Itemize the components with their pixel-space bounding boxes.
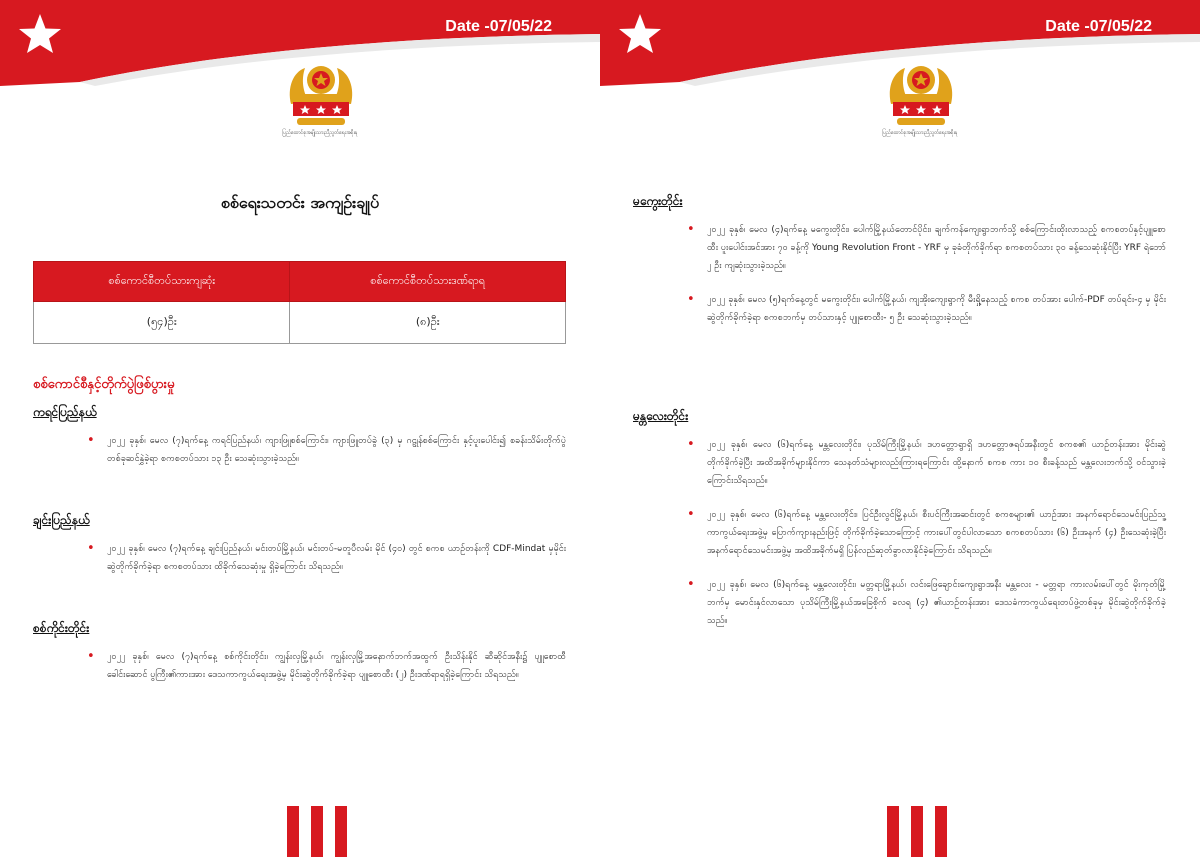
list-item: • ၂၀၂၂ ခုနှစ်၊ မေလ (၆)ရက်နေ့ မန္တလေးတိုင်း၊ ပုသိမ်ကြီးမြို့နယ်၊ ဒဟတ္တောရွာရှိ ဒဟတ္တောဇရပ်အနီးတွင် စကစ၏ ယာဉ်တန်းအား မိုင်းဆွဲတိုက်ခိုက်ခဲ့ပြီး အထိအခိုက်များနိုင်ကာ သေနတ်သံများလည်းကြားရကြောင်း ထို့နောက် စကစ ကား ၁၀ စီးခန့်သည် မန္တလေးဘက်သို့ ဝင်သွားခဲ့ ကြောင်းသိရသည်။ [687,436,1166,490]
region-title: ချင်းပြည်နယ် [33,513,90,527]
list-item: • ၂၀၂၂ ခုနှစ်၊ မေလ (၆)ရက်နေ့ မန္တလေးတိုင်း၊ မတ္တရာမြို့နယ်၊ လင်းဖြေချောင်းကျေးရွာအနီး မန္တလေး - မတ္တရာ ကားလမ်းပေါ်တွင် မိုးကုတ်မြို့ဘက်မှ မောင်းနှင်လာသော ပုသိမ်ကြီးမြို့နယ်အခြေစိုက် ခလရ (၄) ၏ယာဉ်တန်းအား ဒေသခံကာကွယ်ရေးတပ်ဖွဲ့တစ်ခုမှ မိုင်းဆွဲတိုက်ခိုက်ခဲ့သည်။ [687,576,1166,630]
state-emblem-icon [287,58,355,138]
emblem-caption: ပြည်ထောင်စုအမျိုးသားညီညွတ်ရေးအစိုးရ [282,130,358,136]
killed-count: (၅၄)ဦး [34,302,290,344]
region-title: ကရင်ပြည်နယ် [33,405,97,419]
region-chin [33,512,566,576]
list-item: • ၂၀၂၂ ခုနှစ်၊ မေလ (၄)ရက်နေ့ မကွေးတိုင်း၊ ပေါက်မြို့နယ်တောင်ပိုင်း၊ ချက်ကန်ကျေးရွာဘက်သို့ စစ်ကြောင်းထိုးလာသည့် စကစတပ်နှင့်ပျူစောထီး ပူးပေါင်းအင်အား ၇၀ ခန့်ကို Young Revolution Front - YRF မှ ခုခံတိုက်ခိုက်ရာ စကစတပ်သား ၃၀ ခန့်သေဆုံးနိုင်ပြီး YRF ရဲဘော် ၂ ဦး ကျဆုံးသွားခဲ့သည်။ [687,221,1166,275]
date-label: Date -07/05/22 [445,18,552,35]
region-title: မကွေးတိုင်း [633,194,683,208]
region-magway [633,193,1166,327]
emblem-caption: ပြည်ထောင်စုအမျိုးသားညီညွတ်ရေးအစိုးရ [882,130,958,136]
region-title: မန္တလေးတိုင်း [633,409,689,423]
table-header-row [34,262,566,302]
casualty-table [33,261,566,344]
region-title: စစ်ကိုင်းတိုင်း [33,621,90,635]
table-row [34,302,566,344]
header-killed: စစ်ကောင်စီတပ်သားကျဆုံး [34,262,290,302]
date-label: Date -07/05/22 [1045,18,1152,35]
region-mandalay [633,408,1166,630]
list-item: • ၂၀၂၂ ခုနှစ်၊ မေလ (၅)ရက်နေ့တွင် မကွေးတိုင်း၊ ပေါက်မြို့နယ်၊ ကျအိုးကျေးရွာကို မီးရှို့နေသည့် စကစ တပ်အား ပေါက်-PDF တပ်ရင်း-၄ မှ မိုင်းဆွဲတိုက်ခိုက်ခဲ့ရာ စကစဘက်မှ တပ်သားနှင့် ပျူစောထီး- ၅ ဦး သေဆုံးသွားခဲ့သည်။ [687,291,1166,327]
document-title: စစ်ရေးသတင်း အကျဉ်းချုပ် [220,193,380,212]
wounded-count: (၈)ဦး [290,302,566,344]
list-item: • ၂၀၂၂ ခုနှစ်၊ မေလ (၇)ရက်နေ့ ကရင်ပြည်နယ်၊ ကျားဖြူစစ်ကြောင်း၊ ကျားဖြူတပ်ခွဲ (၃) မှ ဂဠုန်စစ်ကြောင်း နှင့်ပူးပေါင်း၍ စခန်းသိမ်းတိုက်ပွဲတစ်ခုဆင်နွှဲခဲ့ရာ စကစတပ်သား ၁၃ ဦး သေဆုံးသွားခဲ့သည်။ [87,432,566,468]
three-bars-icon [887,806,947,857]
region-sagaing [33,620,566,684]
list-item: • ၂၀၂၂ ခုနှစ်၊ မေလ (၇)ရက်နေ့ စစ်ကိုင်းတိုင်း၊ ကျွန်းလှမြို့နယ်၊ ကျွန်းလှမြို့အနောက်ဘက်အထွက် ဦးသိန်းနိုင် ဆီဆိုင်အနီး၌ ပျူစောထီခေါင်းဆောင် ပွကြီး၏ကားအား ဒေသကာကွယ်ရေးအဖွဲ့မှ မိုင်းဆွဲတိုက်ခိုက်ခဲ့ရာ ပျူစောထီး (၂) ဦးဒဏ်ရာရရှိခဲ့ကြောင်း သိရသည်။ [87,648,566,684]
list-item: • ၂၀၂၂ ခုနှစ်၊ မေလ (၇)ရက်နေ့ ချင်းပြည်နယ်၊ မင်းတပ်မြို့နယ်၊ မင်းတပ်-မတူပီလမ်း မိုင် (၄၀) တွင် စကစ ယာဉ်တန်းကို CDF-Mindat မှမိုင်းဆွဲတိုက်ခိုက်ခဲ့ရာ စကစတပ်သား ထိခိုက်သေဆုံးမှု ရှိခဲ့ကြောင်း သိရသည်။ [87,540,566,576]
list-item: • ၂၀၂၂ ခုနှစ်၊ မေလ (၆)ရက်နေ့ မန္တလေးတိုင်း၊ ပြင်ဦးလွင်မြို့နယ်၊ စီးပင်ကြီးအဆင်းတွင် စကစများ၏ ယာဉ်အား အနက်ရောင်သေမင်းပြည်သူ့ကာကွယ်ရေးအဖွဲ့မှ ပြောက်ကျားနည်းဖြင့် တိုက်ခိုက်ခဲ့သောကြောင့် ကားပေါ်တွင်ပါလာသော စကစတပ်သား (၆) ဦးအနက် (၄) ဦးသေဆုံးခဲ့ပြီး အနက်ရောင်သေမင်းအဖွဲ့မှ အထိအခိုက်မရှိ ပြန်လည်ဆုတ်ခွာလာနိုင်ခဲ့ကြောင်း သိရသည်။ [687,506,1166,560]
section-heading: စစ်ကောင်စီနှင့်တိုက်ပွဲဖြစ်ပွားမှု [33,377,175,392]
right-page [600,0,1200,857]
region-karen [33,404,566,468]
three-bars-icon [287,806,347,857]
state-emblem-icon [887,58,955,138]
header-wounded: စစ်ကောင်စီတပ်သားဒဏ်ရာရ [290,262,566,302]
